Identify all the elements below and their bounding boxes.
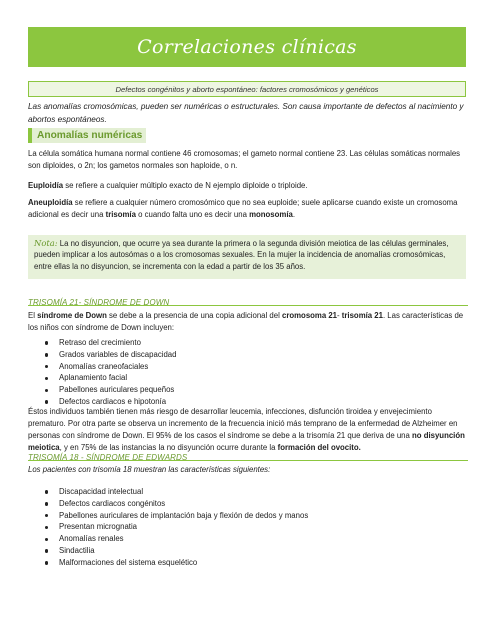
down-syndrome-heading [28, 292, 468, 306]
down-feature-list-item: Retraso del crecimiento [45, 337, 176, 349]
no-disyuncion-term: no disyunción meiotica [28, 431, 465, 452]
down-term: síndrome de Down [37, 311, 107, 320]
down-intro-text: El [28, 311, 38, 320]
down-intro-text-2: se debe a la presencia de una copia adicional del [106, 311, 282, 320]
euploidia-term: Euploidía [28, 181, 64, 190]
trisomia-21-term: trisomía 21 [341, 311, 383, 320]
edwards-feature-list-item: Sindactilia [45, 545, 308, 557]
aneuploidia-end: . [292, 210, 296, 219]
aneuploidia-paragraph [28, 197, 468, 221]
subtitle: Defectos congénitos y aborto espontáneo: factores cromosómicos y genéticos [115, 84, 379, 94]
page-title: Correlaciones clínicas [137, 36, 357, 58]
edwards-feature-list-item: Anomalías renales [45, 533, 308, 545]
edwards-feature-list-item: Presentan micrognatia [45, 521, 308, 533]
cromosoma-21-term: cromosoma 21 [281, 311, 338, 320]
edwards-syndrome-heading [28, 447, 468, 461]
edwards-intro-paragraph: Los pacientes con trisomía 18 muestran las características siguientes: [28, 465, 271, 474]
euploidia-text: se refiere a cualquier múltiplo exacto de N ejemplo diploide o triploide. [63, 181, 308, 190]
down-intro-paragraph [28, 310, 468, 334]
edwards-feature-list-item: Defectos cardiacos congénitos [45, 498, 308, 510]
note-box [28, 235, 466, 279]
edwards-feature-list-item: Discapacidad intelectual [45, 486, 308, 498]
down-feature-list-item: Aplanamiento facial [45, 372, 176, 384]
down-features-list [45, 337, 176, 408]
title-banner [28, 27, 466, 67]
formacion-ovocito-term: formación del ovocito. [277, 443, 361, 452]
aneuploidia-text-2: o cuando falta uno es decir una [135, 210, 250, 219]
down-details-text-2: , y en 75% de las instancias la no disyunción ocurre durante la [59, 443, 278, 452]
down-intro-text-3: . Las características de los niños con síndrome de Down incluyen: [28, 311, 464, 332]
section-title: Anomalías numéricas [32, 128, 146, 143]
section-heading [28, 128, 146, 143]
edwards-feature-list-item: Malformaciones del sistema esquelético [45, 557, 308, 569]
down-feature-list-item: Pabellones auriculares pequeños [45, 384, 176, 396]
cells-paragraph: La célula somática humana normal contiene 46 cromosomas; el gameto normal contiene 23. Las células somáticas normales son diploides, o 2n; los gametos normales son haploide, o n. [28, 149, 461, 170]
down-heading-text: TRISOMÍA 21- SÍNDROME DE DOWN [28, 298, 170, 307]
down-feature-list-item: Defectos cardiacos e hipotonía [45, 396, 176, 408]
edwards-features-list [45, 486, 308, 569]
note-text: La no disyuncion, que ocurre ya sea durante la primera o la segunda división meiotica de las células germinales, pueden implicar a los autosómas o a los cromosomas sexuales. En la mujer la incidencia de anomalías cromosómicas, entre ellas la no disyuncion, se incrementa con la edad a partir de los 35 años. [34, 239, 449, 271]
edwards-heading-text: TRISOMÍA 18 - SÍNDROME DE EDWARDS [28, 453, 188, 462]
down-dash: - [337, 311, 342, 320]
edwards-feature-list-item: Pabellones auriculares de implantación baja y flexión de dedos y manos [45, 510, 308, 522]
aneuploidia-term: Aneuploidía [28, 198, 73, 207]
down-feature-list-item: Anomalías craneofaciales [45, 361, 176, 373]
down-details-text: Éstos individuos también tienen más riesgo de desarrollar leucemia, infecciones, disfunción tiroidea y envejecimiento prematuro. Por otra parte se observa un incremento de la frecuencia inició más temprano de la enfermedad de Alzheimer en personas con síndrome de Down. El 95% de los casos el síndrome se debe a la trisomía 21 que deriva de una [28, 407, 458, 440]
monosomia-term: monosomía [249, 210, 293, 219]
aneuploidia-text: se refiere a cualquier número cromosómico que no sea euploide; suele aplicarse cuando existe un cromosoma adicional es decir una [28, 198, 458, 219]
intro-paragraph: Las anomalías cromosómicas, pueden ser numéricas o estructurales. Son causa importante de defectos al nacimiento y abortos espontáneos. [28, 102, 464, 124]
trisomia-term: trisomía [105, 210, 136, 219]
subtitle-box [28, 81, 466, 97]
down-feature-list-item: Grados variables de discapacidad [45, 349, 176, 361]
note-label: Nota: [34, 238, 58, 248]
euploidia-paragraph [28, 180, 468, 192]
